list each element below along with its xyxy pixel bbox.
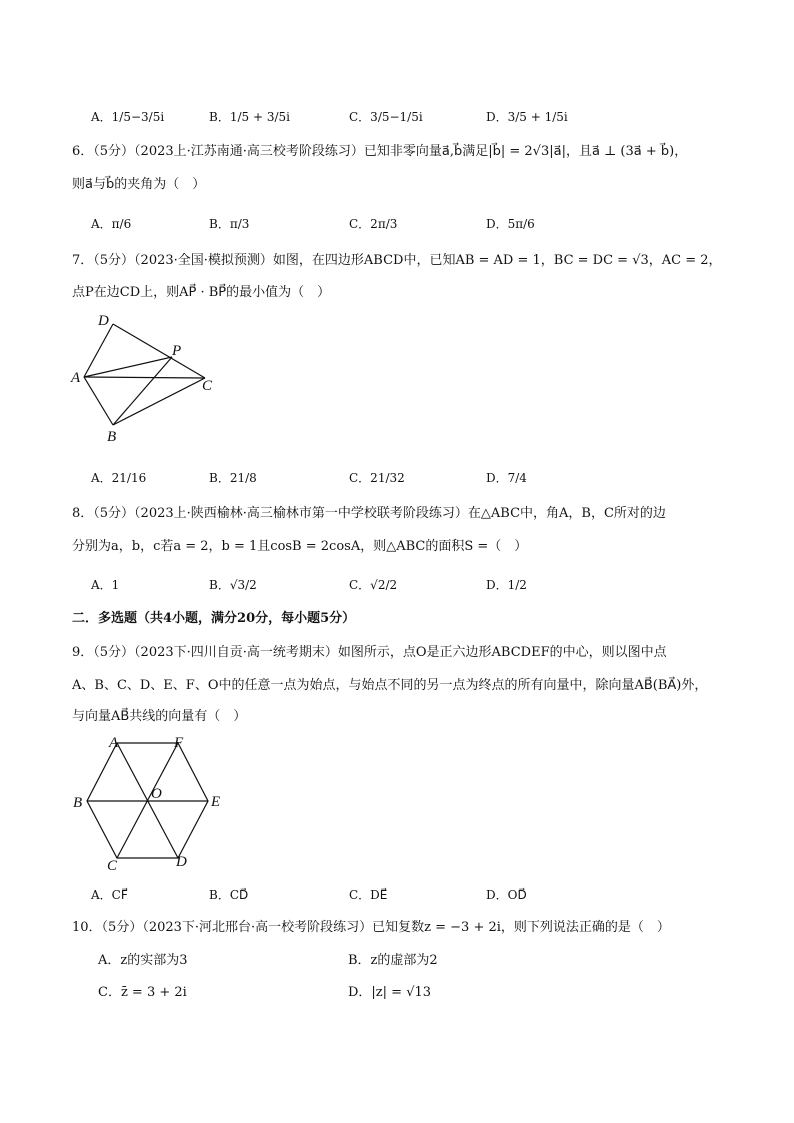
q7-label-d: D [98,313,109,329]
q5-option-b[interactable]: B．1/5 + 3/5i [209,110,290,124]
q7-option-c[interactable]: C．21/32 [349,471,405,485]
q8-option-d[interactable]: D．1/2 [486,578,527,592]
q9-option-d[interactable]: D．OD⃗ [486,888,527,902]
q7-label-a: A [71,370,81,386]
q9-label-f: F [174,735,184,751]
q7-stem-line2: 点P在边CD上，则AP⃗ · BP⃗的最小值为（ ） [72,285,331,300]
q9-label-e: E [211,794,221,810]
q9-label-o: O [151,786,162,802]
q10-option-a[interactable]: A．z的实部为3 [98,953,188,968]
q8-option-c[interactable]: C．√2/2 [349,578,398,592]
q7-label-c: C [202,378,213,394]
q5-option-c[interactable]: C．3/5−1/5i [349,110,423,124]
q6-option-a[interactable]: A．π/6 [91,217,132,231]
q9-label-d: D [176,854,187,870]
q7-option-a[interactable]: A．21/16 [91,471,147,485]
q7-label-b: B [107,429,117,445]
q7-option-d[interactable]: D．7/4 [486,471,527,485]
quadrilateral-figure [60,305,230,450]
q8-stem-line2: 分别为a，b，c若a = 2，b = 1且cosB = 2cosA，则△ABC的面积S =（ ） [72,539,528,554]
hexagon-figure [68,730,228,880]
q10-option-c[interactable]: C．z̄ = 3 + 2i [98,985,187,1000]
q9-stem-line3: 与向量AB⃗共线的向量有（ ） [72,709,247,724]
q9-stem-line2: A、B、C、D、E、F、O中的任意一点为始点，与始点不同的另一点为终点的所有向量中，除向量AB⃗(BA⃗)外， [72,678,708,693]
q10-stem-line1: 10．（5分）（2023下·河北邢台·高一校考阶段练习）已知复数z = −3 + 2i，则下列说法正确的是（ ） [72,920,670,935]
q8-option-b[interactable]: B．√3/2 [209,578,257,592]
q9-label-a: A [109,735,119,751]
q6-option-c[interactable]: C．2π/3 [349,217,398,231]
q10-option-d[interactable]: D．|z| = √13 [348,985,432,1000]
q6-option-b[interactable]: B．π/3 [209,217,250,231]
q9-label-c: C [107,858,118,874]
q7-label-p: P [172,343,182,359]
q7-option-b[interactable]: B．21/8 [209,471,257,485]
q9-option-b[interactable]: B．CD⃗ [209,888,249,902]
q9-label-b: B [73,795,83,811]
q6-stem-line2: 则a⃗与b⃗的夹角为（ ） [72,177,206,192]
q6-option-d[interactable]: D．5π/6 [486,217,535,231]
q9-option-c[interactable]: C．DE⃗ [349,888,388,902]
q10-option-b[interactable]: B．z的虚部为2 [348,953,438,968]
q9-stem-line1: 9．（5分）（2023下·四川自贡·高一统考期末）如图所示，点O是正六边形ABCDEF的中心，则以图中点 [72,645,667,660]
q9-option-a[interactable]: A．CF⃗ [91,888,128,902]
q5-option-a[interactable]: A．1/5−3/5i [91,110,165,124]
q7-stem-line1: 7．（5分）（2023·全国·模拟预测）如图，在四边形ABCD中，已知AB = AD = 1，BC = DC = √3，AC = 2， [72,253,722,268]
q8-option-a[interactable]: A．1 [91,578,120,592]
section-title-multiple-choice: 二．多选题（共4小题，满分20分，每小题5分） [72,611,356,626]
q8-stem-line1: 8．（5分）（2023上·陕西榆林·高三榆林市第一中学校联考阶段练习）在△ABC中，角A，B，C所对的边 [72,506,666,521]
q5-option-d[interactable]: D．3/5 + 1/5i [486,110,568,124]
q6-stem-line1: 6．（5分）（2023上·江苏南通·高三校考阶段练习）已知非零向量a⃗,b⃗满足|b⃗| = 2√3|a⃗|，且a⃗ ⊥ (3a⃗ + b⃗)， [72,144,688,159]
